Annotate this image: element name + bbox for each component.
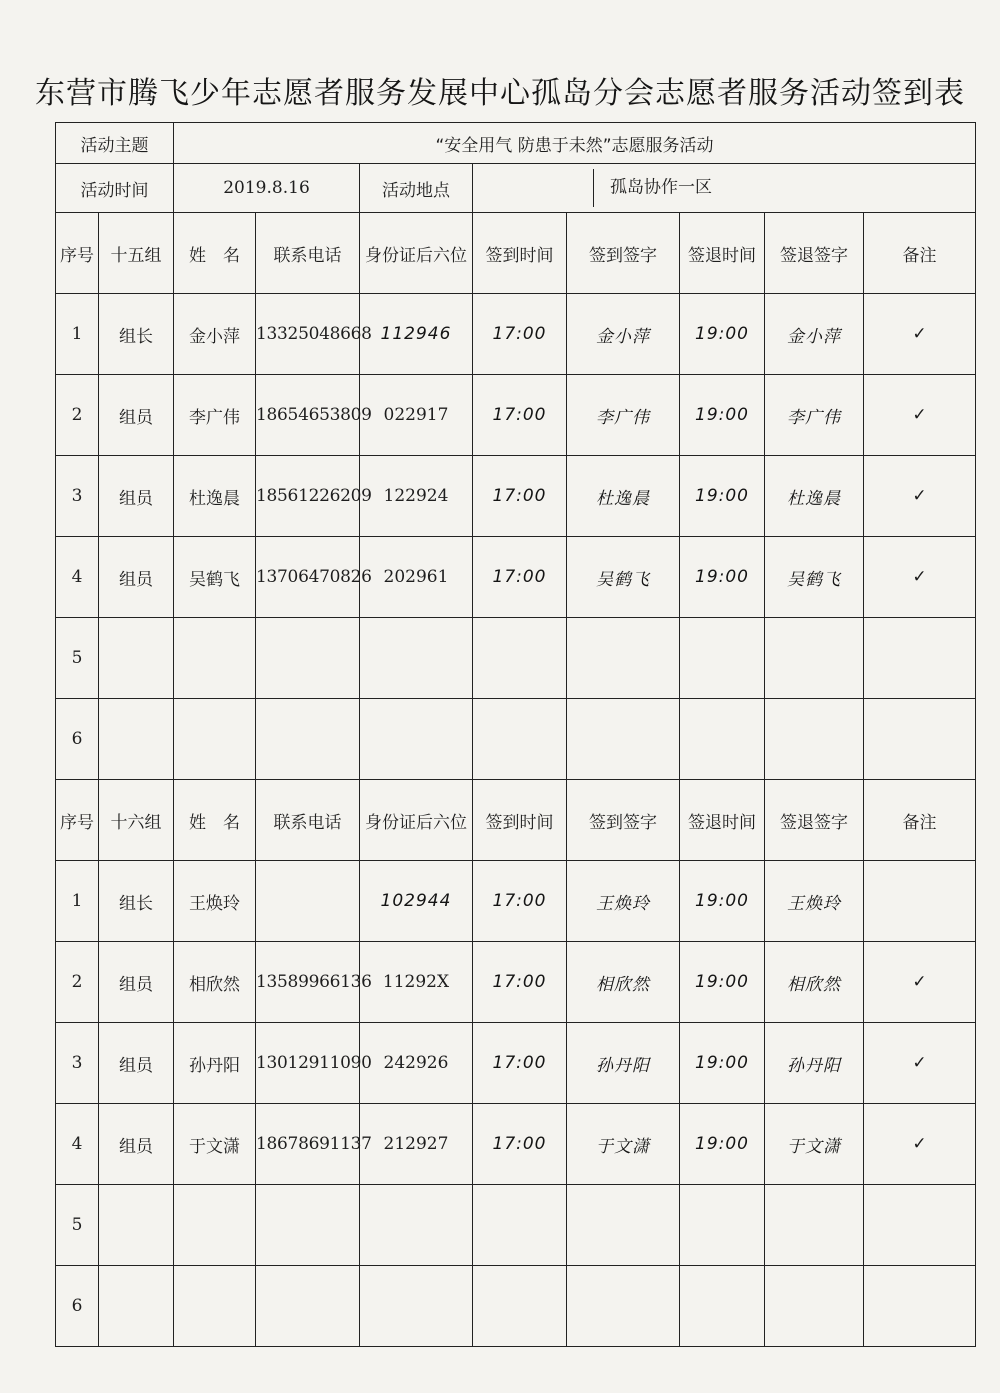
row-number: 4 (56, 1104, 99, 1185)
row-number: 5 (56, 618, 99, 699)
role: 组员 (99, 537, 174, 618)
role: 组员 (99, 1023, 174, 1104)
group16-header-role: 十六组 (99, 780, 174, 861)
group16-header-id-last-six: 身份证后六位 (360, 780, 473, 861)
group16-header-sign-in-signature: 签到签字 (567, 780, 680, 861)
sign-in-signature: 孙丹阳 (567, 1023, 680, 1104)
sign-in-time: 17:00 (473, 375, 567, 456)
time-label: 活动时间 (56, 164, 174, 213)
sign-out-signature (765, 1185, 864, 1266)
role (99, 1185, 174, 1266)
role: 组长 (99, 294, 174, 375)
id-last-six (360, 1266, 473, 1347)
row-number: 5 (56, 1185, 99, 1266)
phone (256, 699, 360, 780)
phone: 13325048668 (256, 294, 360, 375)
group16-header-sign-in-time: 签到时间 (473, 780, 567, 861)
row-number: 6 (56, 699, 99, 780)
sign-in-signature: 王焕玲 (567, 861, 680, 942)
group15-header-sign-out-signature: 签退签字 (765, 213, 864, 294)
sign-out-signature: 李广伟 (765, 375, 864, 456)
sign-in-time (473, 699, 567, 780)
table-row (56, 942, 976, 1023)
group15-header-remark: 备注 (864, 213, 976, 294)
table-row (56, 699, 976, 780)
sign-out-signature (765, 699, 864, 780)
sign-out-time: 19:00 (680, 1023, 765, 1104)
member-name: 相欣然 (174, 942, 256, 1023)
sign-in-time: 17:00 (473, 537, 567, 618)
remark: ✓ (864, 294, 976, 375)
place-label: 活动地点 (360, 164, 473, 213)
group15-header-role: 十五组 (99, 213, 174, 294)
id-last-six: 242926 (360, 1023, 473, 1104)
phone: 18654653809 (256, 375, 360, 456)
sign-in-time: 17:00 (473, 942, 567, 1023)
row-number: 4 (56, 537, 99, 618)
sign-in-signature: 杜逸晨 (567, 456, 680, 537)
table-row (56, 861, 976, 942)
id-last-six: 102944 (360, 861, 473, 942)
sign-out-time: 19:00 (680, 942, 765, 1023)
remark: ✓ (864, 537, 976, 618)
id-last-six: 11292X (360, 942, 473, 1023)
id-last-six (360, 618, 473, 699)
phone: 13012911090 (256, 1023, 360, 1104)
phone: 13589966136 (256, 942, 360, 1023)
id-last-six: 022917 (360, 375, 473, 456)
role: 组员 (99, 375, 174, 456)
sign-out-signature: 孙丹阳 (765, 1023, 864, 1104)
role (99, 618, 174, 699)
member-name (174, 1266, 256, 1347)
sign-out-signature: 杜逸晨 (765, 456, 864, 537)
sign-in-signature: 金小萍 (567, 294, 680, 375)
sign-in-time (473, 618, 567, 699)
sign-out-time (680, 1266, 765, 1347)
remark: ✓ (864, 456, 976, 537)
member-name: 孙丹阳 (174, 1023, 256, 1104)
id-last-six (360, 699, 473, 780)
group15-header-sign-out-time: 签退时间 (680, 213, 765, 294)
sign-in-table (55, 122, 976, 1347)
group15-header-member-name: 姓 名 (174, 213, 256, 294)
table-row (56, 456, 976, 537)
sign-in-signature: 李广伟 (567, 375, 680, 456)
phone (256, 1266, 360, 1347)
role: 组员 (99, 456, 174, 537)
id-last-six (360, 1185, 473, 1266)
id-last-six: 212927 (360, 1104, 473, 1185)
row-number: 1 (56, 861, 99, 942)
group15-header-row (56, 213, 976, 294)
table-row (56, 294, 976, 375)
sign-in-time: 17:00 (473, 1023, 567, 1104)
member-name (174, 1185, 256, 1266)
topic-label: 活动主题 (56, 123, 174, 164)
remark (864, 699, 976, 780)
group15-header-row-number: 序号 (56, 213, 99, 294)
table-row (56, 375, 976, 456)
row-number: 6 (56, 1266, 99, 1347)
group16-header-sign-out-signature: 签退签字 (765, 780, 864, 861)
group15-header-phone: 联系电话 (256, 213, 360, 294)
sign-in-time: 17:00 (473, 456, 567, 537)
topic-row (56, 123, 976, 164)
sign-out-signature: 金小萍 (765, 294, 864, 375)
sign-in-signature (567, 1266, 680, 1347)
id-last-six: 202961 (360, 537, 473, 618)
role: 组长 (99, 861, 174, 942)
table-row (56, 537, 976, 618)
member-name: 金小萍 (174, 294, 256, 375)
time-value: 2019.8.16 (174, 164, 360, 213)
topic-value: “安全用气 防患于未然”志愿服务活动 (174, 123, 976, 164)
row-number: 2 (56, 942, 99, 1023)
group16-header-phone: 联系电话 (256, 780, 360, 861)
sign-in-time: 17:00 (473, 294, 567, 375)
sign-out-signature (765, 1266, 864, 1347)
remark (864, 618, 976, 699)
member-name: 王焕玲 (174, 861, 256, 942)
sign-in-time (473, 1266, 567, 1347)
remark (864, 1266, 976, 1347)
sign-in-signature (567, 699, 680, 780)
group16-header-remark: 备注 (864, 780, 976, 861)
sign-in-time: 17:00 (473, 861, 567, 942)
remark (864, 861, 976, 942)
group16-header-sign-out-time: 签退时间 (680, 780, 765, 861)
member-name: 杜逸晨 (174, 456, 256, 537)
time-place-row (56, 164, 976, 213)
group16-header-row-number: 序号 (56, 780, 99, 861)
sign-out-time: 19:00 (680, 294, 765, 375)
place-cell (473, 164, 976, 213)
member-name (174, 699, 256, 780)
member-name (174, 618, 256, 699)
place-divider (593, 169, 594, 207)
sign-out-time: 19:00 (680, 1104, 765, 1185)
sign-in-time (473, 1185, 567, 1266)
member-name: 李广伟 (174, 375, 256, 456)
remark: ✓ (864, 375, 976, 456)
row-number: 2 (56, 375, 99, 456)
remark: ✓ (864, 1023, 976, 1104)
sign-out-signature: 吴鹤飞 (765, 537, 864, 618)
sign-out-signature: 相欣然 (765, 942, 864, 1023)
sign-out-signature (765, 618, 864, 699)
sign-out-time: 19:00 (680, 537, 765, 618)
row-number: 1 (56, 294, 99, 375)
sign-in-signature: 于文潇 (567, 1104, 680, 1185)
role: 组员 (99, 942, 174, 1023)
sign-in-signature: 吴鹤飞 (567, 537, 680, 618)
id-last-six: 112946 (360, 294, 473, 375)
sign-in-signature (567, 618, 680, 699)
remark: ✓ (864, 942, 976, 1023)
role: 组员 (99, 1104, 174, 1185)
group16-header-member-name: 姓 名 (174, 780, 256, 861)
group15-header-sign-in-signature: 签到签字 (567, 213, 680, 294)
phone (256, 618, 360, 699)
group16-header-row (56, 780, 976, 861)
table-row (56, 1185, 976, 1266)
role (99, 699, 174, 780)
member-name: 于文潇 (174, 1104, 256, 1185)
member-name: 吴鹤飞 (174, 537, 256, 618)
group15-header-sign-in-time: 签到时间 (473, 213, 567, 294)
table-row (56, 1104, 976, 1185)
sign-out-time: 19:00 (680, 375, 765, 456)
remark: ✓ (864, 1104, 976, 1185)
row-number: 3 (56, 456, 99, 537)
table-row (56, 618, 976, 699)
sign-in-time: 17:00 (473, 1104, 567, 1185)
sheet-title: 东营市腾飞少年志愿者服务发展中心孤岛分会志愿者服务活动签到表 (35, 76, 965, 111)
role (99, 1266, 174, 1347)
sign-out-time (680, 1185, 765, 1266)
sign-out-time: 19:00 (680, 456, 765, 537)
id-last-six: 122924 (360, 456, 473, 537)
remark (864, 1185, 976, 1266)
phone: 18561226209 (256, 456, 360, 537)
phone (256, 861, 360, 942)
sign-out-time (680, 699, 765, 780)
sign-in-signature (567, 1185, 680, 1266)
sign-out-signature: 于文潇 (765, 1104, 864, 1185)
group15-header-id-last-six: 身份证后六位 (360, 213, 473, 294)
place-value: 孤岛协作一区 (610, 177, 712, 198)
sign-out-time: 19:00 (680, 861, 765, 942)
phone: 18678691137 (256, 1104, 360, 1185)
sign-in-signature: 相欣然 (567, 942, 680, 1023)
table-row (56, 1023, 976, 1104)
phone: 13706470826 (256, 537, 360, 618)
sign-out-time (680, 618, 765, 699)
sign-out-signature: 王焕玲 (765, 861, 864, 942)
table-row (56, 1266, 976, 1347)
row-number: 3 (56, 1023, 99, 1104)
phone (256, 1185, 360, 1266)
